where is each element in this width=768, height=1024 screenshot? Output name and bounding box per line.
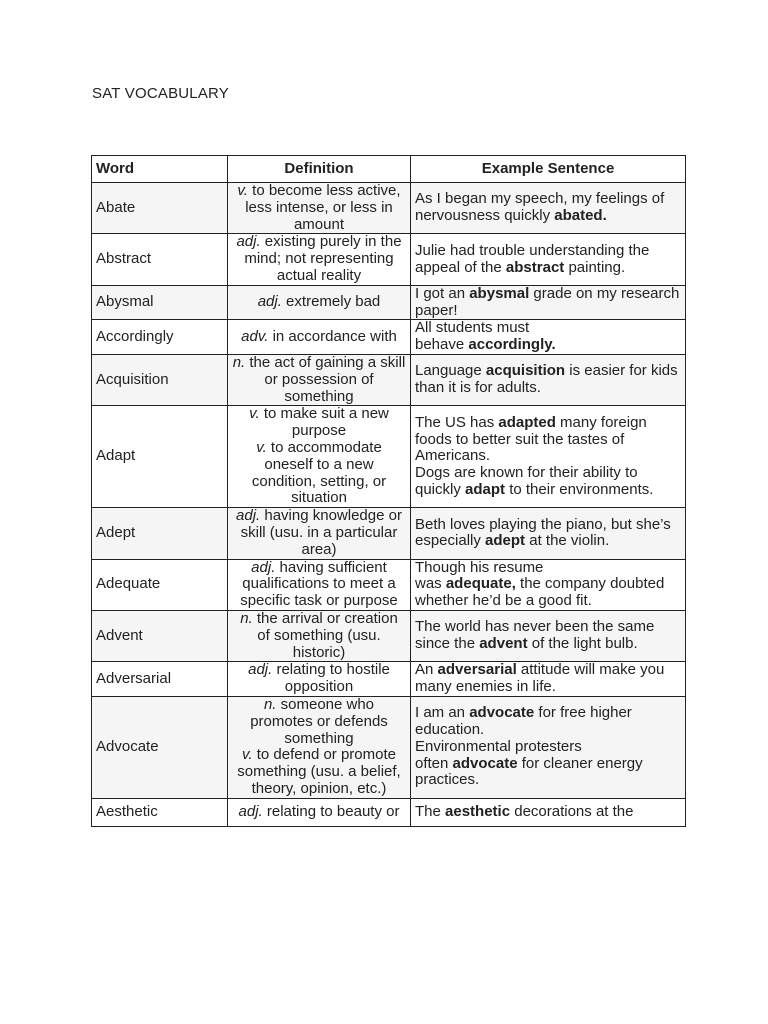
definition-text: extremely bad	[281, 293, 381, 311]
example-text: decorations at the	[510, 802, 634, 820]
definition-cell	[228, 610, 411, 661]
part-of-speech: v.	[256, 438, 267, 456]
example-text: grade on my research paper!	[415, 284, 680, 319]
definition-text: existing purely in the mind; not representing actual reality	[244, 233, 402, 284]
example-text: for cleaner energy practices.	[415, 754, 643, 789]
part-of-speech: adj.	[236, 507, 261, 525]
word-cell: Adequate	[92, 559, 228, 610]
vocab-word-highlight: adapt	[465, 480, 506, 498]
example-text: for free higher education.	[415, 704, 632, 739]
definition-cell	[228, 285, 411, 320]
definition-text: the act of gaining a skill or possession of something	[245, 353, 406, 405]
definition-line	[232, 508, 406, 558]
example-text: many foreign foods to better suit the tastes of Americans.	[415, 413, 647, 465]
example-line	[415, 705, 681, 739]
example-text: An	[415, 661, 438, 679]
example-text: The world has never been the same since the	[415, 618, 655, 653]
definition-text: relating to hostile opposition	[272, 661, 390, 696]
example-text: of the light bulb.	[527, 635, 638, 653]
definition-line	[232, 329, 406, 346]
vocab-word-highlight: accordingly.	[468, 336, 556, 354]
example-line	[415, 363, 681, 397]
table-header-row	[92, 156, 686, 183]
part-of-speech: v.	[242, 746, 253, 764]
column-header-word: Word	[92, 156, 228, 183]
part-of-speech: adj.	[248, 661, 273, 679]
word-cell: Advocate	[92, 696, 228, 798]
part-of-speech: v.	[237, 182, 248, 199]
definition-cell	[228, 183, 411, 234]
word-cell: Aesthetic	[92, 798, 228, 826]
vocab-word-highlight: adept	[485, 532, 526, 550]
definition-cell	[228, 662, 411, 697]
example-cell	[411, 696, 686, 798]
example-text: The	[415, 802, 446, 820]
example-text: the company doubted whether he’d be a good fit.	[415, 575, 665, 610]
part-of-speech: n.	[240, 609, 253, 627]
word-cell: Abstract	[92, 234, 228, 285]
example-cell	[411, 798, 686, 826]
example-cell	[411, 183, 686, 234]
table-row	[92, 559, 686, 610]
definition-line	[232, 747, 406, 797]
definition-line	[232, 440, 406, 507]
example-line	[415, 619, 681, 653]
table-row	[92, 183, 686, 234]
word-cell: Acquisition	[92, 354, 228, 405]
table-row	[92, 662, 686, 697]
part-of-speech: v.	[249, 405, 260, 423]
example-line	[415, 804, 681, 821]
definition-line	[232, 294, 406, 311]
part-of-speech: adj.	[236, 233, 261, 251]
example-cell	[411, 320, 686, 355]
definition-cell	[228, 406, 411, 508]
table-row	[92, 285, 686, 320]
part-of-speech: n.	[232, 353, 246, 371]
definition-line	[232, 406, 406, 440]
vocab-word-highlight: advocate	[469, 704, 535, 722]
example-text: at the violin.	[525, 532, 610, 550]
vocab-word-highlight: abysmal	[469, 284, 530, 302]
vocab-word-highlight: acquisition	[485, 362, 566, 380]
example-cell	[411, 559, 686, 610]
part-of-speech: adv.	[241, 327, 269, 345]
table-row	[92, 320, 686, 355]
example-line	[415, 756, 681, 790]
definition-text: to become less active, less intense, or less in amount	[245, 182, 401, 233]
part-of-speech: adj.	[251, 558, 276, 576]
vocab-word-highlight: abstract	[505, 258, 565, 276]
example-text: As I began my speech, my feelings of nervousness quickly	[415, 190, 665, 225]
example-cell	[411, 610, 686, 661]
word-cell: Abysmal	[92, 285, 228, 320]
table-row	[92, 354, 686, 405]
vocabulary-table	[91, 155, 686, 827]
definition-cell	[228, 798, 411, 826]
definition-cell	[228, 234, 411, 285]
definition-text: in accordance with	[268, 327, 397, 345]
example-line	[415, 739, 681, 756]
definition-text: someone who promotes or defends something	[250, 695, 388, 747]
example-line	[415, 662, 681, 696]
example-text: Dogs are known for their ability to quickly	[415, 464, 638, 498]
definition-cell	[228, 559, 411, 610]
definition-line	[232, 183, 406, 233]
part-of-speech: adj.	[257, 293, 282, 311]
example-line	[415, 560, 681, 577]
example-text: I got an	[415, 284, 470, 302]
definition-text: to accommodate oneself to a new condition, setting, or situation	[251, 438, 387, 507]
table-row	[92, 610, 686, 661]
table-row	[92, 508, 686, 559]
definition-text: the arrival or creation of something (usu. historic)	[252, 609, 398, 661]
vocab-word-highlight: advent	[479, 635, 528, 653]
example-cell	[411, 406, 686, 508]
part-of-speech: adj.	[238, 802, 263, 820]
example-text: was	[415, 575, 446, 593]
vocab-word-highlight: abated.	[554, 207, 607, 225]
example-text: All students must	[415, 319, 530, 337]
column-header-definition: Definition	[228, 156, 411, 183]
table-row	[92, 798, 686, 826]
table-row	[92, 234, 686, 285]
vocab-word-highlight: aesthetic	[445, 802, 511, 820]
table-body	[92, 183, 686, 827]
vocab-word-highlight: adversarial	[437, 661, 517, 679]
example-line	[415, 191, 681, 225]
example-line	[415, 286, 681, 320]
example-text: attitude will make you many enemies in life.	[415, 661, 665, 696]
example-text: I am an	[415, 704, 470, 722]
definition-text: having knowledge or skill (usu. in a particular area)	[240, 507, 402, 558]
word-cell: Adept	[92, 508, 228, 559]
column-header-example: Example Sentence	[411, 156, 686, 183]
example-cell	[411, 662, 686, 697]
example-line	[415, 415, 681, 465]
example-text: often	[415, 754, 453, 772]
definition-text: to make suit a new purpose	[259, 405, 389, 440]
example-line	[415, 465, 681, 499]
definition-line	[232, 804, 406, 821]
definition-cell	[228, 508, 411, 559]
definition-line	[232, 355, 406, 405]
definition-cell	[228, 696, 411, 798]
definition-line	[232, 697, 406, 747]
example-line	[415, 576, 681, 610]
example-text: to their environments.	[505, 480, 654, 498]
definition-cell	[228, 320, 411, 355]
definition-line	[232, 611, 406, 661]
table-row	[92, 406, 686, 508]
word-cell: Adapt	[92, 406, 228, 508]
example-text: Environmental protesters	[415, 737, 582, 755]
vocab-word-highlight: advocate	[452, 754, 518, 772]
definition-line	[232, 560, 406, 610]
example-line	[415, 517, 681, 551]
example-line	[415, 337, 681, 354]
example-cell	[411, 354, 686, 405]
page-title: SAT VOCABULARY	[92, 85, 230, 102]
example-text: is easier for kids than it is for adults.	[415, 362, 678, 397]
example-text: The US has	[415, 413, 499, 431]
part-of-speech: n.	[263, 695, 277, 713]
definition-text: relating to beauty or	[262, 802, 400, 820]
definition-line	[232, 234, 406, 284]
example-cell	[411, 285, 686, 320]
word-cell: Accordingly	[92, 320, 228, 355]
definition-line	[232, 662, 406, 696]
example-text: behave	[415, 336, 469, 354]
vocab-word-highlight: adequate,	[445, 575, 516, 593]
vocab-word-highlight: adapted	[498, 413, 556, 431]
example-cell	[411, 508, 686, 559]
example-text: Language	[415, 362, 486, 380]
definition-text: to defend or promote something (usu. a belief, theory, opinion, etc.)	[237, 746, 401, 797]
example-line	[415, 243, 681, 277]
word-cell: Advent	[92, 610, 228, 661]
example-text: Though his resume	[415, 558, 544, 576]
example-text: Julie had trouble understanding the appeal of the	[415, 241, 650, 276]
example-line	[415, 320, 681, 337]
word-cell: Adversarial	[92, 662, 228, 697]
example-cell	[411, 234, 686, 285]
definition-cell	[228, 354, 411, 405]
example-text: painting.	[564, 258, 626, 276]
table-row	[92, 696, 686, 798]
example-text: Beth loves playing the piano, but she’s especially	[415, 515, 671, 550]
definition-text: having sufficient qualifications to meet a specific task or purpose	[240, 558, 398, 610]
word-cell: Abate	[92, 183, 228, 234]
